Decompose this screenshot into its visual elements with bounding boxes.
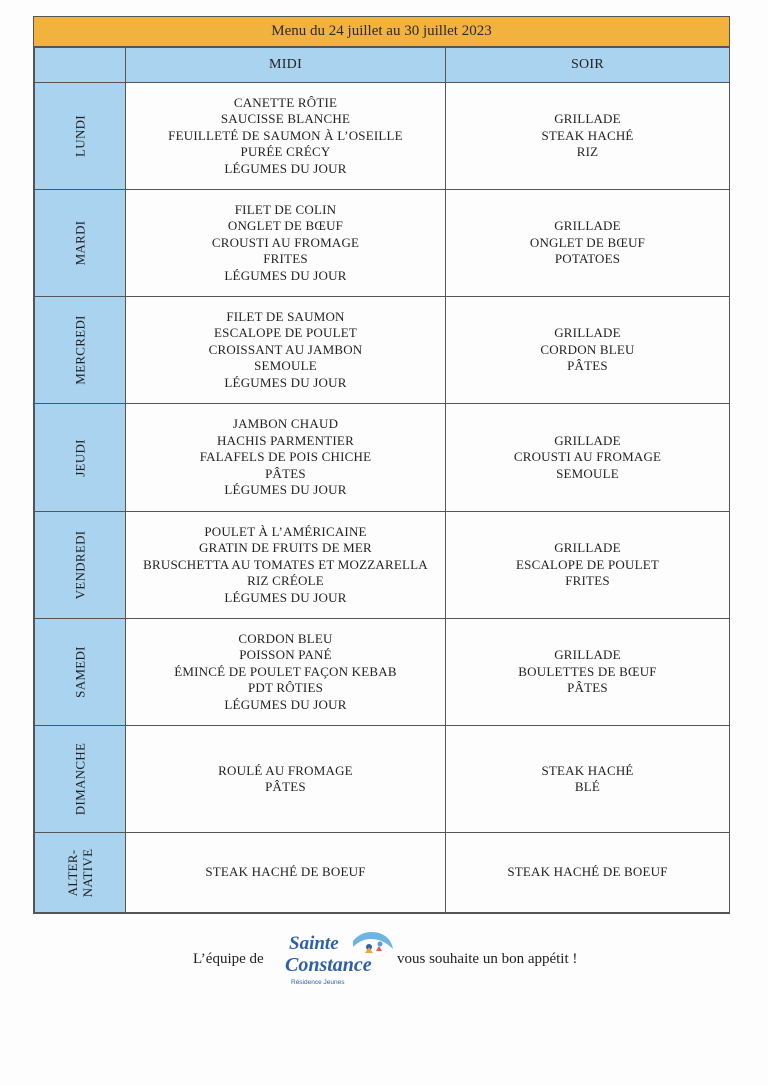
dish-item: STEAK HACHÉ [541, 127, 634, 143]
dish-item: CROISSANT AU JAMBON [208, 341, 363, 357]
day-cell [35, 726, 126, 833]
dish-item: SEMOULE [254, 358, 317, 374]
dish-item: CORDON BLEU [540, 341, 635, 357]
footer-text-left: L’équipe de [193, 951, 264, 967]
header-soir: SOIR [446, 48, 730, 83]
dish-item: LÉGUMES DU JOUR [224, 696, 347, 712]
menu-grid [34, 47, 730, 913]
dish-item: ONGLET DE BŒUF [227, 218, 344, 234]
day-label-line: NATIVE [80, 848, 95, 897]
dish-item: STEAK HACHÉ DE BOEUF [507, 864, 668, 880]
dish-item: GRILLADE [554, 540, 621, 556]
soir-cell [446, 190, 730, 297]
day-label: SAMEDI [72, 646, 88, 698]
menu-row [35, 512, 730, 619]
dish-item: GRILLADE [554, 218, 621, 234]
menu-row [35, 833, 730, 913]
soir-cell [446, 619, 730, 726]
dish-item: CANETTE RÔTIE [233, 94, 338, 110]
dish-item: RIZ [576, 144, 599, 160]
day-cell [35, 619, 126, 726]
dish-item: FILET DE SAUMON [226, 308, 345, 324]
dish-item: POTATOES [554, 251, 621, 267]
menu-row [35, 619, 730, 726]
dish-item: PDT RÔTIES [247, 680, 324, 696]
dish-item: ÉMINCÉ DE POULET FAÇON KEBAB [174, 663, 397, 679]
footer [0, 925, 768, 995]
dish-item: BOULETTES DE BŒUF [518, 663, 657, 679]
dish-item: LÉGUMES DU JOUR [224, 589, 347, 605]
dish-item: GRILLADE [554, 325, 621, 341]
dish-item: PÂTES [567, 680, 608, 696]
dish-item: POULET À L’AMÉRICAINE [204, 523, 367, 539]
midi-cell [126, 512, 446, 619]
soir-cell [446, 297, 730, 404]
soir-cell [446, 512, 730, 619]
dish-item: ROULÉ AU FROMAGE [218, 762, 353, 778]
dish-item: FRITES [263, 251, 308, 267]
dish-item: PURÉE CRÉCY [240, 144, 331, 160]
dish-item: ESCALOPE DE POULET [516, 556, 659, 572]
menu-row [35, 83, 730, 190]
dish-item: PÂTES [265, 779, 306, 794]
dish-item: POISSON PANÉ [239, 647, 332, 663]
dish-item: ONGLET DE BŒUF [529, 234, 646, 250]
soir-cell [446, 404, 730, 512]
header-row [35, 48, 730, 83]
day-cell [35, 404, 126, 512]
midi-cell [126, 833, 446, 913]
midi-cell [126, 726, 446, 833]
day-cell [35, 833, 126, 913]
menu-row [35, 404, 730, 512]
dish-item: PÂTES [567, 358, 608, 374]
day-cell [35, 512, 126, 619]
sainte-constance-logo [283, 927, 395, 989]
day-label [65, 848, 95, 897]
dish-item: LÉGUMES DU JOUR [224, 267, 347, 283]
logo-text-sub: Résidence Jeunes [291, 979, 345, 986]
dish-item: FALAFELS DE POIS CHICHE [199, 449, 372, 465]
dish-item: LÉGUMES DU JOUR [224, 482, 347, 498]
dish-item: CROUSTI AU FROMAGE [211, 234, 360, 250]
day-label: DIMANCHE [72, 742, 88, 816]
dish-item: LÉGUMES DU JOUR [224, 374, 347, 390]
dish-item: HACHIS PARMENTIER [217, 432, 354, 448]
header-midi: MIDI [126, 48, 446, 83]
dish-item: LÉGUMES DU JOUR [224, 160, 347, 176]
footer-text-right: vous souhaite un bon appétit ! [397, 951, 578, 967]
logo-text-sainte: Sainte [289, 933, 339, 954]
soir-cell [446, 833, 730, 913]
dish-item: FRITES [565, 573, 610, 589]
dish-item: PÂTES [265, 465, 306, 481]
midi-cell [126, 190, 446, 297]
dish-item: FEUILLETÉ DE SAUMON À L’OSEILLE [168, 127, 403, 143]
logo-text-constance: Constance [285, 954, 372, 976]
dish-item: BLÉ [574, 779, 601, 794]
menu-row [35, 297, 730, 404]
dish-item: CROUSTI AU FROMAGE [513, 449, 662, 465]
header-day-blank [35, 48, 126, 83]
menu-row [35, 190, 730, 297]
day-label: JEUDI [72, 438, 88, 477]
dish-item: JAMBON CHAUD [232, 416, 339, 432]
day-label: LUNDI [72, 115, 88, 157]
dish-item: BRUSCHETTA AU TOMATES ET MOZZARELLA [143, 556, 428, 572]
day-cell [35, 83, 126, 190]
menu-row [35, 726, 730, 833]
soir-cell [446, 726, 730, 833]
dish-item: STEAK HACHÉ DE BOEUF [205, 864, 366, 880]
midi-cell [126, 619, 446, 726]
dish-item: SEMOULE [556, 465, 619, 481]
soir-cell [446, 83, 730, 190]
dish-item: RIZ CRÉOLE [247, 573, 324, 589]
menu-title: Menu du 24 juillet au 30 juillet 2023 [34, 17, 729, 47]
midi-cell [126, 83, 446, 190]
midi-cell [126, 404, 446, 512]
dish-item: CORDON BLEU [238, 630, 333, 646]
day-cell [35, 190, 126, 297]
day-label: MARDI [72, 220, 88, 266]
day-cell [35, 297, 126, 404]
dish-item: GRILLADE [554, 111, 621, 127]
midi-cell [126, 297, 446, 404]
dish-item: FILET DE COLIN [234, 201, 337, 217]
dish-item: GRILLADE [554, 432, 621, 448]
dish-item: ESCALOPE DE POULET [214, 325, 357, 341]
dish-item: SAUCISSE BLANCHE [220, 111, 351, 127]
dish-item: GRATIN DE FRUITS DE MER [199, 540, 372, 556]
day-label: VENDREDI [72, 530, 88, 600]
day-label-line: ALTER- [65, 849, 80, 896]
day-label: MERCREDI [72, 315, 88, 385]
dish-item: GRILLADE [554, 647, 621, 663]
dish-item: STEAK HACHÉ [541, 762, 634, 778]
menu-table [33, 16, 730, 914]
